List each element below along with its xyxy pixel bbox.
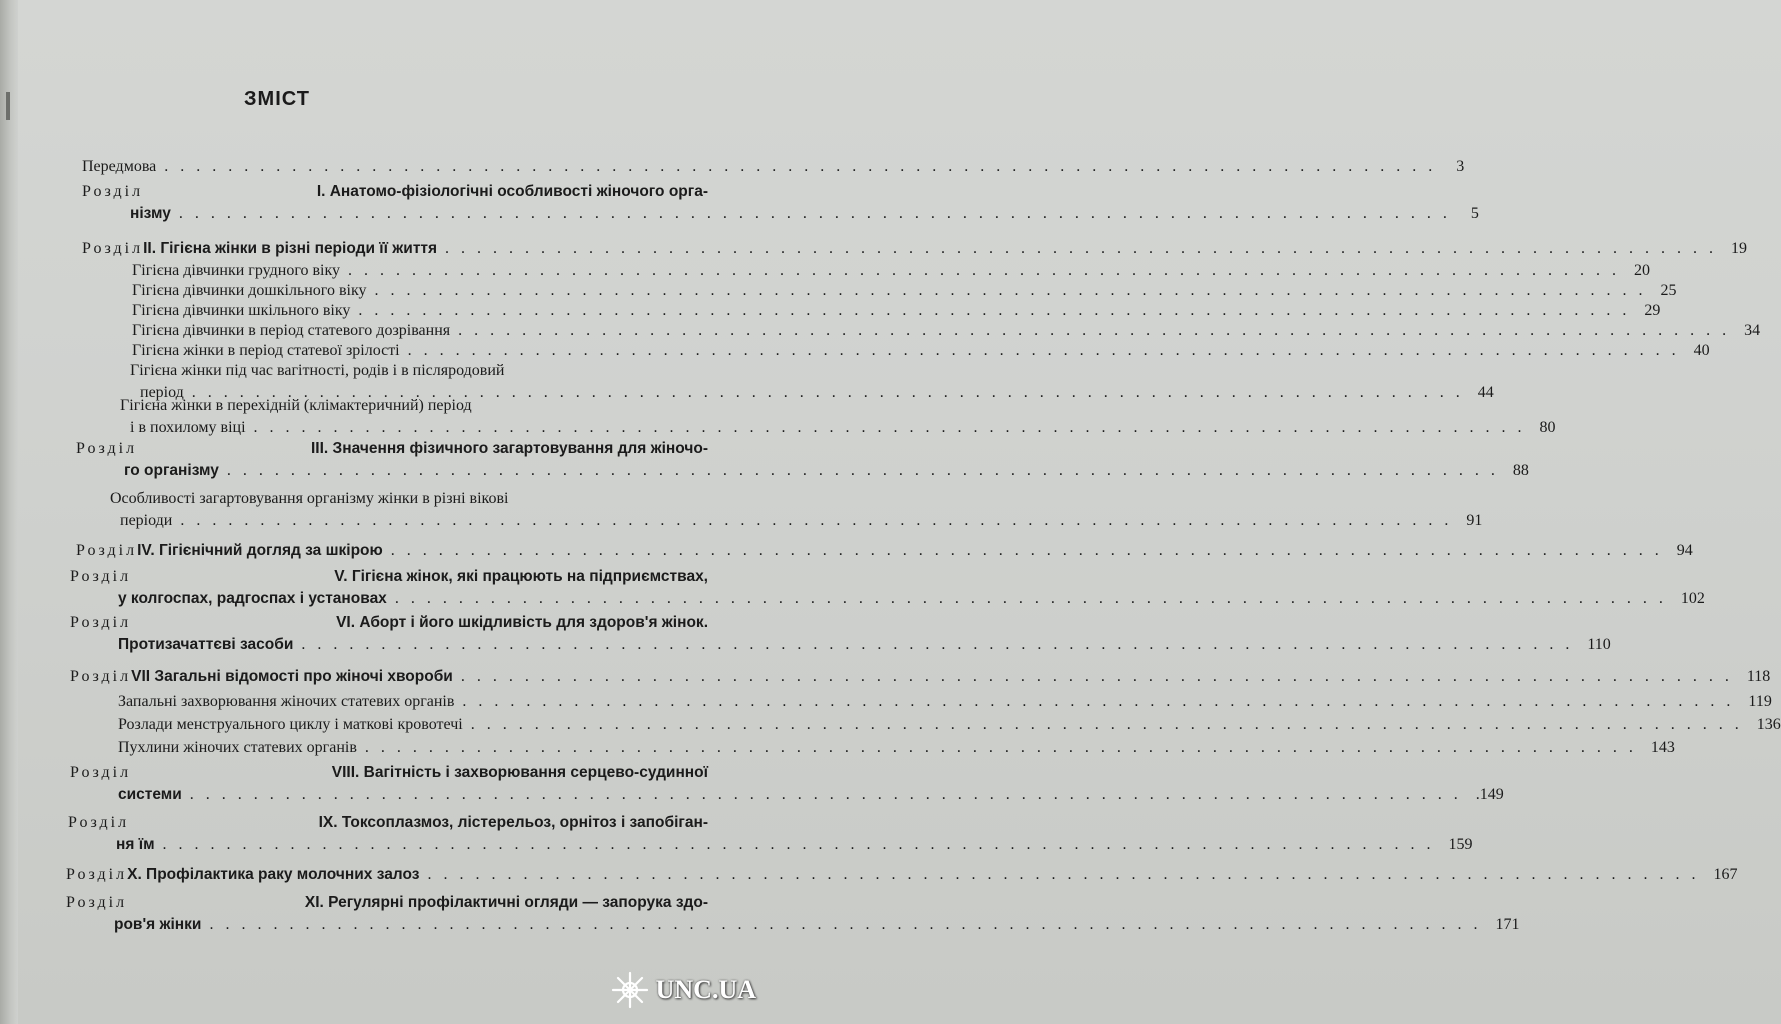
toc-leader-dots: ................................................................................ — [178, 205, 1459, 222]
toc-entry-title-continued: ров'я жінки — [114, 916, 202, 933]
toc-leader-dots: ................................................................................ — [364, 739, 1645, 756]
toc-entry-title: Гігієна жінки під час вагітності, родів і в післяродовий — [130, 362, 505, 379]
toc-entry-title-continued: Протизачаттєві засоби — [118, 636, 294, 653]
toc-entry-title: Гігієна дівчинки дошкільного віку — [132, 282, 367, 299]
toc-page-number: 136 — [1756, 716, 1781, 733]
toc-leader-dots: ................................................................................ — [180, 512, 1461, 529]
toc-leader-dots: ................................................................................ — [253, 419, 1534, 436]
toc-page-number: 119 — [1748, 693, 1772, 710]
toc-entry-lead: Розділ — [76, 440, 138, 457]
toc-leader-dots: ................................................................................ — [470, 716, 1751, 733]
toc-entry-title: VII Загальні відомості про жіночі хвороби — [131, 668, 453, 685]
book-spine-edge — [0, 0, 18, 1024]
toc-page-number: .149 — [1475, 786, 1504, 803]
toc-entry-title: VIII. Вагітність і захворювання серцево-судинної — [331, 764, 708, 781]
toc-entry-title-continued: періоди — [120, 512, 173, 529]
toc-leader-dots: ................................................................................ — [209, 916, 1490, 933]
toc-entry-title-continued: ня їм — [116, 836, 155, 853]
toc-page-number: 34 — [1744, 322, 1761, 339]
toc-entry-title-continued: у колгоспах, радгоспах і установах — [118, 590, 387, 607]
watermark — [610, 970, 756, 1010]
toc-entry-title-continued: і в похилому віці — [130, 419, 246, 436]
toc-entry-lead: Розділ — [68, 814, 130, 831]
toc-page-number: 88 — [1512, 462, 1529, 479]
toc-page-number: 159 — [1448, 836, 1473, 853]
toc-leader-dots: ................................................................................ — [191, 384, 1472, 401]
toc-leader-dots: ................................................................................ — [390, 542, 1671, 559]
toc-page-number: 3 — [1456, 158, 1465, 175]
toc-entry-title: Гігієна дівчинки шкільного віку — [132, 302, 351, 319]
toc-page-number: 143 — [1650, 739, 1675, 756]
spine-mark — [6, 92, 10, 120]
toc-entry-title: Особливості загартовування організму жінки в різні вікові — [110, 490, 509, 507]
toc-leader-dots: ................................................................................ — [164, 158, 1445, 175]
toc-leader-dots: ................................................................................ — [348, 262, 1629, 279]
toc-entry-title-continued: системи — [118, 786, 182, 803]
toc-entry-title: Гігієна дівчинки в період статевого дозрівання — [132, 322, 451, 339]
toc-leader-dots: ................................................................................ — [226, 462, 1507, 479]
toc-page-number: 110 — [1587, 636, 1611, 653]
toc-entry-title-continued: період — [140, 384, 184, 401]
toc-entry-title: І. Анатомо-фізіологічні особливості жіночого орга- — [316, 183, 708, 200]
toc-entry-lead: Розділ — [70, 568, 132, 585]
toc-page-number: 94 — [1676, 542, 1693, 559]
toc-entry-title: IV. Гігієнічний догляд за шкірою — [137, 542, 383, 559]
toc-entry-title: Пухлини жіночих статевих органів — [118, 739, 357, 756]
toc-entry-title: Запальні захворювання жіночих статевих органів — [118, 693, 455, 710]
toc-leader-dots: ................................................................................ — [458, 322, 1739, 339]
toc-page-number: 118 — [1746, 668, 1771, 685]
watermark-text: UNC.UA — [655, 975, 756, 1004]
toc-entry-title-continued: го організму — [124, 462, 219, 479]
toc-leader-dots: ................................................................................ — [460, 668, 1741, 685]
page-title: ЗМІСТ — [244, 88, 310, 110]
toc-entry-lead: Розділ — [66, 866, 128, 883]
toc-entry-title: IX. Токсоплазмоз, лістерельоз, орнітоз і запобіган- — [318, 814, 708, 831]
toc-entry-lead: Розділ — [82, 240, 144, 257]
toc-leader-dots: ................................................................................ — [407, 342, 1688, 359]
toc-entry-title: Передмова — [82, 158, 157, 175]
toc-entry-lead: Розділ — [76, 542, 138, 559]
toc-leader-dots: ................................................................................ — [445, 240, 1726, 257]
toc-entry-title: Гігієна жінки в період статевої зрілості — [132, 342, 400, 359]
toc-entry-title: Гігієна дівчинки грудного віку — [132, 262, 341, 279]
toc-entry-lead: Розділ — [66, 894, 128, 911]
toc-entry-title: III. Значення фізичного загартовування для жіночо- — [311, 440, 708, 457]
toc-entry-title: Розлади менструального циклу і маткові кровотечі — [118, 716, 463, 733]
toc-page-number: 171 — [1495, 916, 1520, 933]
toc-page-number: 44 — [1477, 384, 1494, 401]
toc-page-number: 25 — [1660, 282, 1677, 299]
toc-page-number: 20 — [1634, 262, 1651, 279]
toc-entry-title: Гігієна жінки в перехідній (клімактеричний) період — [120, 397, 472, 414]
toc-page-number: 19 — [1731, 240, 1748, 257]
toc-leader-dots: ................................................................................ — [301, 636, 1582, 653]
toc-page-number: 91 — [1466, 512, 1483, 529]
toc-entry-lead: Розділ — [70, 668, 132, 685]
snowflake-logo-icon — [610, 970, 650, 1010]
toc-entry-title-continued: нізму — [130, 205, 171, 222]
toc-entry-title: X. Профілактика раку молочних залоз — [127, 866, 420, 883]
toc-leader-dots: ................................................................................ — [358, 302, 1639, 319]
toc-page-number: 80 — [1539, 419, 1556, 436]
toc-entry-title: VI. Аборт і його шкідливість для здоров'я жінок. — [336, 614, 708, 631]
toc-leader-dots: ................................................................................ — [374, 282, 1655, 299]
toc-page-number: 167 — [1713, 866, 1738, 883]
toc-leader-dots: ................................................................................ — [394, 590, 1675, 607]
toc-page-number: 29 — [1644, 302, 1661, 319]
toc-entry-title: II. Гігієна жінки в різні періоди її життя — [143, 240, 438, 257]
toc-page-number: 40 — [1693, 342, 1710, 359]
toc-entry-title: XI. Регулярні профілактичні огляди — запорука здо- — [304, 894, 708, 911]
toc-leader-dots: ................................................................................ — [462, 693, 1743, 710]
toc-leader-dots: ................................................................................ — [189, 786, 1470, 803]
toc-leader-dots: ................................................................................ — [427, 866, 1708, 883]
toc-entry-lead: Розділ — [70, 614, 132, 631]
toc-entry-title: V. Гігієна жінок, які працюють на підприємствах, — [334, 568, 708, 585]
toc-page-number: 5 — [1470, 205, 1479, 222]
toc-leader-dots: ................................................................................ — [162, 836, 1443, 853]
toc-entry-lead: Розділ — [70, 764, 132, 781]
toc-entry-lead: Розділ — [82, 183, 144, 200]
toc-page-number: 102 — [1680, 590, 1705, 607]
